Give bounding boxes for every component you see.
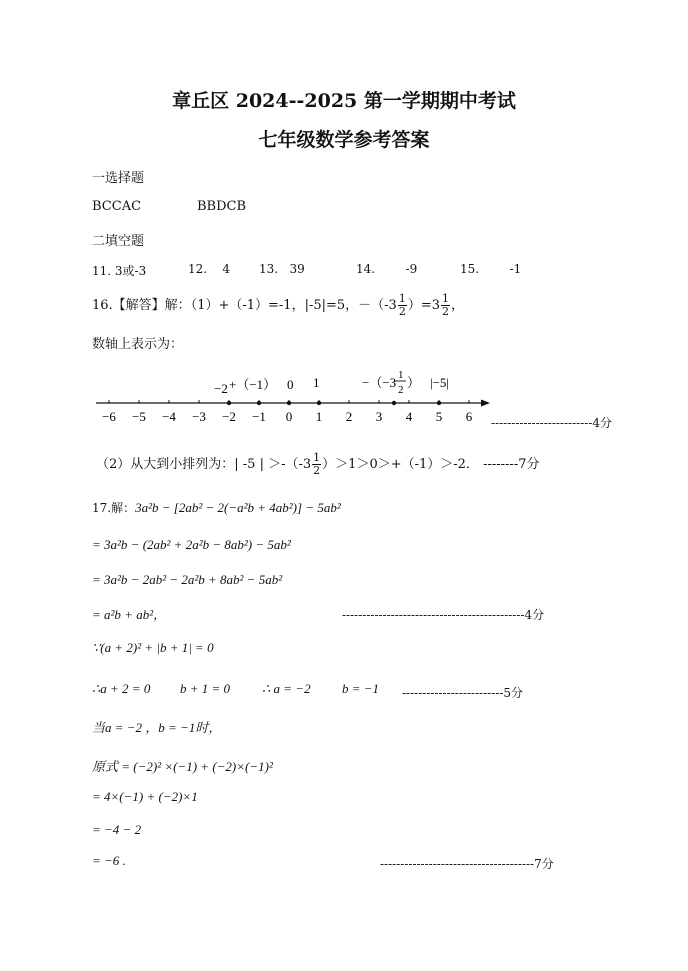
numline-intro: 数轴上表示为： [92, 337, 184, 352]
label-one: 1 [313, 375, 320, 390]
axis-tick-label: −1 [252, 409, 266, 424]
point-labels [214, 369, 449, 396]
label-frac-num: 1 [398, 369, 404, 381]
q17-line1: 17.解：3a²b − [2ab² − 2(−a²b + 4ab²)] − 5ab² [92, 500, 341, 515]
point-zero [287, 401, 291, 405]
axis-tick-label: −2 [222, 409, 236, 424]
q16-score-4: -------------------------4分 [491, 416, 613, 430]
fill-item-11: 11. 3或-3 [92, 264, 147, 278]
page-title: 章丘区 2024--2025 第一学期期中考试 [172, 90, 516, 112]
q17-line9: = 4×(−1) + (−2)×1 [92, 789, 198, 804]
choice-answers-1: BCCAC [92, 199, 142, 214]
label-neg-neg3half-a: −（−3 [362, 375, 397, 390]
fill-item-14: 14. -9 [356, 262, 418, 276]
label-neg-neg3half-b: ） [407, 375, 421, 390]
fill-item-15: 15. -1 [460, 262, 522, 276]
q17-line4: = a²b + ab²， [92, 607, 167, 622]
axis-tick-label: −6 [102, 409, 116, 424]
q16-part1: 16.【解答】解：（1）+（-1）=-1，|-5|=5，－（-3 $\frac{1}{2}$ ）=3 $\frac{1}{2}$ ， [92, 292, 465, 318]
q17-score-4: ---------------------------------------------4分 [342, 608, 545, 622]
axis-tick-label: 2 [345, 409, 353, 424]
section-choice-heading: 一选择题 [92, 171, 145, 186]
label-frac-den: 2 [398, 384, 404, 396]
axis-tick-label: 1 [315, 409, 323, 424]
axis-tick-label: 4 [405, 409, 413, 424]
q17-line11: = −6 . [92, 853, 126, 868]
label-neg2: −2 [214, 381, 228, 396]
q17-line3: = 3a²b − 2ab² − 2a²b + 8ab² − 5ab² [92, 572, 283, 587]
label-zero: 0 [287, 377, 294, 392]
axis-tick-label: 0 [285, 409, 293, 424]
q16-part2: （2）从大到小排列为：| -5 | ＞-（-3 $\frac{1}{2}$ ）＞1＞0＞+（-1）＞-2． --------7分 [96, 451, 540, 477]
choice-answers-2: BBDCB [197, 199, 247, 214]
point-one [317, 401, 321, 405]
point-five [437, 401, 441, 405]
point-neg1 [257, 401, 261, 405]
q17-line2: = 3a²b − (2ab² + 2a²b − 8ab²) − 5ab² [92, 537, 291, 552]
point-3half [392, 401, 396, 405]
q17-score-5: -------------------------5分 [402, 686, 524, 700]
axis-tick-label: 3 [375, 409, 383, 424]
section-fill-heading: 二填空题 [92, 234, 145, 249]
q17-score-7: --------------------------------------7分 [380, 857, 554, 871]
axis-arrow [481, 400, 490, 407]
axis-tick-label: 6 [465, 409, 473, 424]
axis-tick-label: −3 [192, 409, 206, 424]
q17-line8: 原式 = (−2)² ×(−1) + (−2)×(−1)² [92, 759, 273, 774]
label-abs5: |−5| [430, 375, 450, 390]
q17-line6a: ∴a + 2 = 0 [92, 681, 151, 696]
axis-tick-label: −5 [132, 409, 146, 424]
point-neg2 [227, 401, 231, 405]
q17-line6b: b + 1 = 0 [180, 681, 231, 696]
axis-tick-label: −4 [162, 409, 176, 424]
q17-line10: = −4 − 2 [92, 822, 142, 837]
axis-tick-label: 5 [435, 409, 443, 424]
q17-line6d: b = −1 [342, 681, 380, 696]
q17-line7: 当a = −2 ，b = −1时， [92, 720, 222, 735]
label-plus-neg1: +（−1） [229, 377, 277, 392]
page-subtitle: 七年级数学参考答案 [258, 129, 430, 151]
fill-item-12: 12. 4 [188, 262, 230, 276]
q17-line5: ∵(a + 2)² + |b + 1| = 0 [92, 640, 214, 655]
fill-item-13: 13. 39 [259, 262, 305, 276]
q17-line6c: ∴ a = −2 [262, 681, 311, 696]
